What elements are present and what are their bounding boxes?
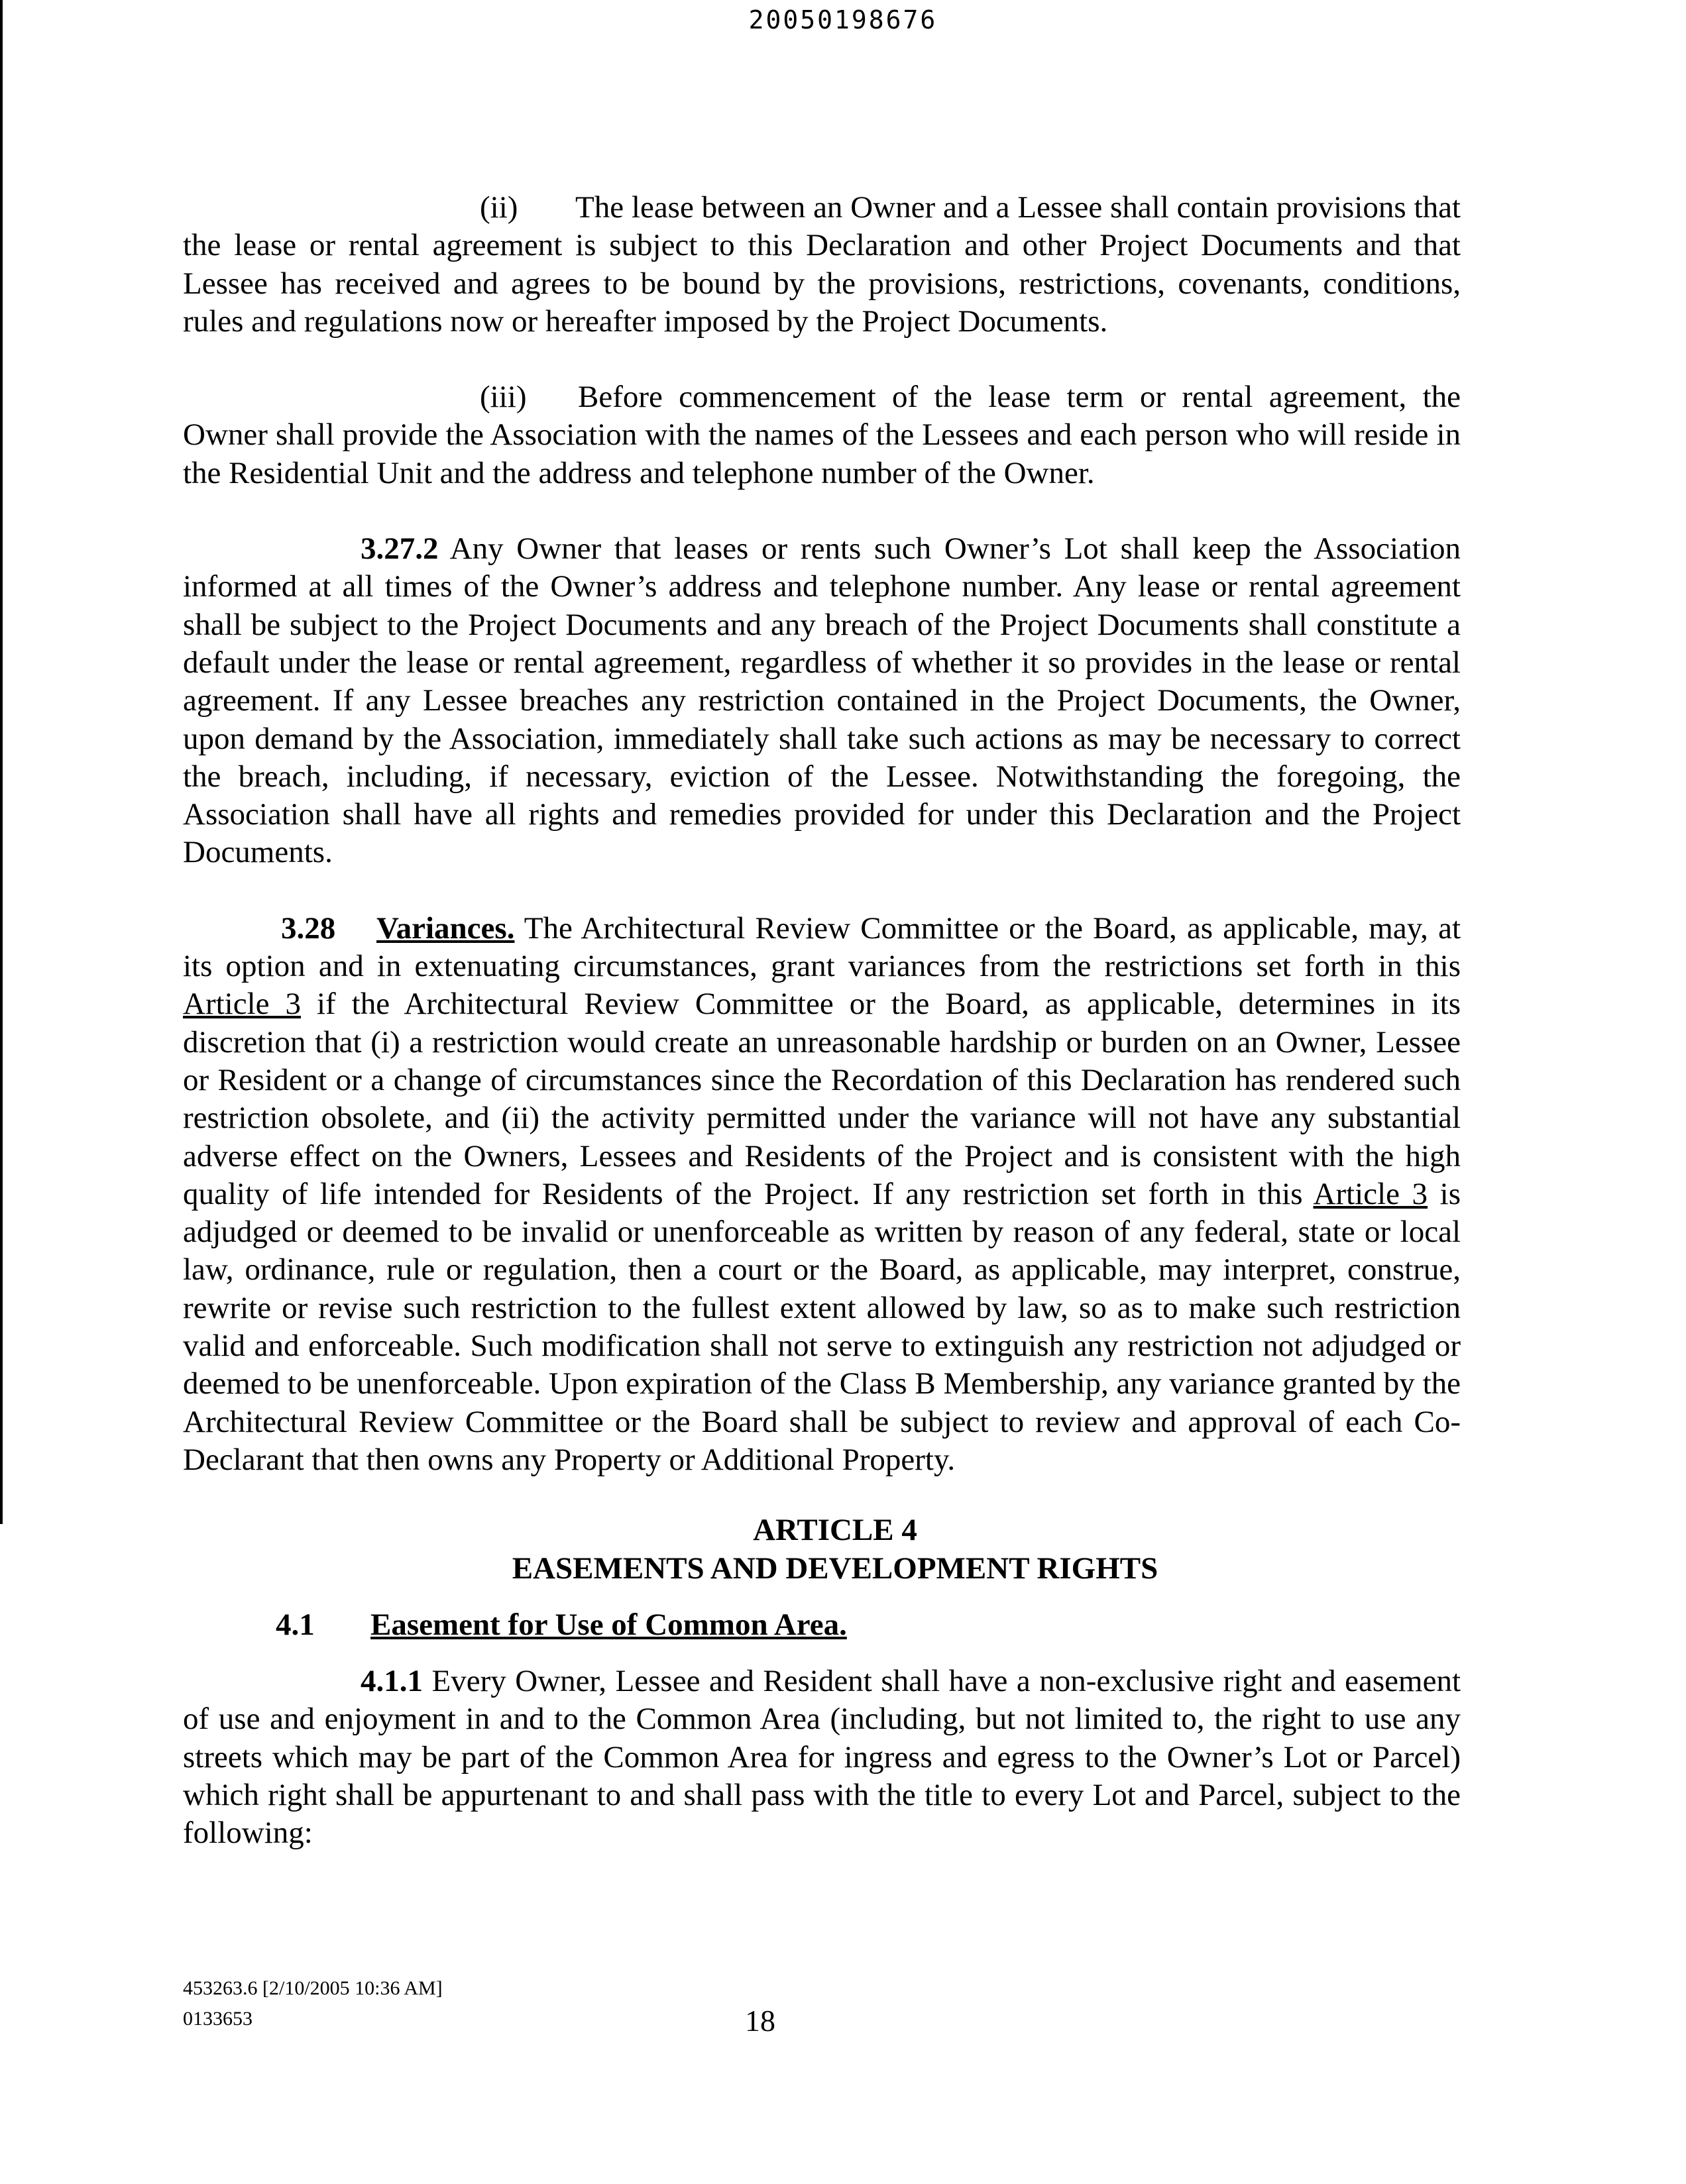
section-text: Any Owner that leases or rents such Owner’s Lot shall keep the Association informed at all times of the Owner’s address and telephone number. Any lease or rental agreement shall be subject to the Project Documents and any breach of the Project Documents shall constitute a default under the lease or rental agreement, regardless of whether it so provides in the lease or rental agreement. If any Lessee breaches any restriction contained in the Project Documents, the Owner, upon demand by the Association, immediately shall take such actions as may be necessary to correct the breach, including, if necessary, eviction of the Lessee. Notwithstanding the foregoing, the Association shall have all rights and remedies provided for under this Declaration and the Project Documents. (183, 531, 1461, 870)
article-title: EASEMENTS AND DEVELOPMENT RIGHTS (512, 1551, 1158, 1586)
section-number: 4.1 (276, 1607, 315, 1642)
document-body (183, 189, 1461, 1890)
page-number: 18 (745, 2004, 775, 2038)
scan-edge-line (0, 0, 3, 1524)
paragraph-text: The lease between an Owner and a Lessee shall contain provisions that the lease or rental agreement is subject to this Declaration and other Project Documents and that Lessee has received and agrees to be bound by the provisions, restrictions, covenants, conditions, rules and regulations now or hereafter imposed by the Project Documents. (183, 190, 1461, 339)
section-title: Variances. (376, 910, 515, 946)
section-text: is adjudged or deemed to be invalid or unenforceable as written by reason of any federal, state or local law, ordinance, rule or regulation, then a court or the Board, as applicable, may interpret, construe, rewrite or revise such restriction to the fullest extent allowed by law, so as to make such restriction valid and enforceable. Such modification shall not serve to extinguish any restriction not adjudged or deemed to be unenforceable. Upon expiration of the Class B Membership, any variance granted by the Architectural Review Committee or the Board shall be subject to review and approval of each Co-Declarant that then owns any Property or Additional Property. (183, 1176, 1461, 1477)
section-number: 4.1.1 (361, 1664, 423, 1699)
article-reference: Article 3 (1313, 1176, 1428, 1211)
paragraph-number: (ii) (480, 190, 518, 225)
section-3-28 (183, 910, 1461, 1479)
document-number: 20050198676 (748, 5, 938, 34)
section-number: 3.28 (281, 910, 336, 946)
footer-file-number: 0133653 (183, 2008, 253, 2030)
section-text: if the Architectural Review Committee or the Board, as applicable, determines in its discretion that (i) a restriction would create an unreasonable hardship or burden on an Owner, Lessee or Resident or a change of circumstances since the Recordation of this Declaration has rendered such restriction obsolete, and (ii) the activity permitted under the variance will not have any substantial adverse effect on the Owners, Lessees and Residents of the Project and is consistent with the high quality of life intended for Residents of the Project. If any restriction set forth in this (183, 987, 1461, 1211)
section-3-27-2 (183, 530, 1461, 872)
section-4-1-1 (183, 1663, 1461, 1852)
article-number: ARTICLE 4 (753, 1513, 917, 1548)
section-text: Every Owner, Lessee and Resident shall have a non-exclusive right and easement of use and enjoyment in and to the Common Area (including, but not limited to, the right to use any streets which may be part of the Common Area for ingress and egress to the Owner’s Lot or Parcel) which right shall be appurtenant to and shall pass with the title to every Lot and Parcel, subject to the following: (183, 1664, 1461, 1851)
footer-doc-ref: 453263.6 [2/10/2005 10:36 AM] (183, 1977, 443, 1999)
paragraph-ii (183, 189, 1461, 341)
paragraph-text: Before commencement of the lease term or rental agreement, the Owner shall provide the Association with the names of the Lessees and each person who will reside in the Residential Unit and the address and telephone number of the Owner. (183, 380, 1461, 490)
paragraph-iii (183, 378, 1461, 492)
section-number: 3.27.2 (361, 531, 439, 567)
section-4-1-heading (183, 1606, 1461, 1644)
paragraph-number: (iii) (480, 380, 527, 415)
section-text: The Architectural Review Committee or the Board, as applicable, may, at its option and in extenuating circumstances, grant variances from the restrictions set forth in this (183, 910, 1461, 984)
section-title: Easement for Use of Common Area. (370, 1607, 847, 1642)
article-reference: Article 3 (183, 987, 301, 1022)
